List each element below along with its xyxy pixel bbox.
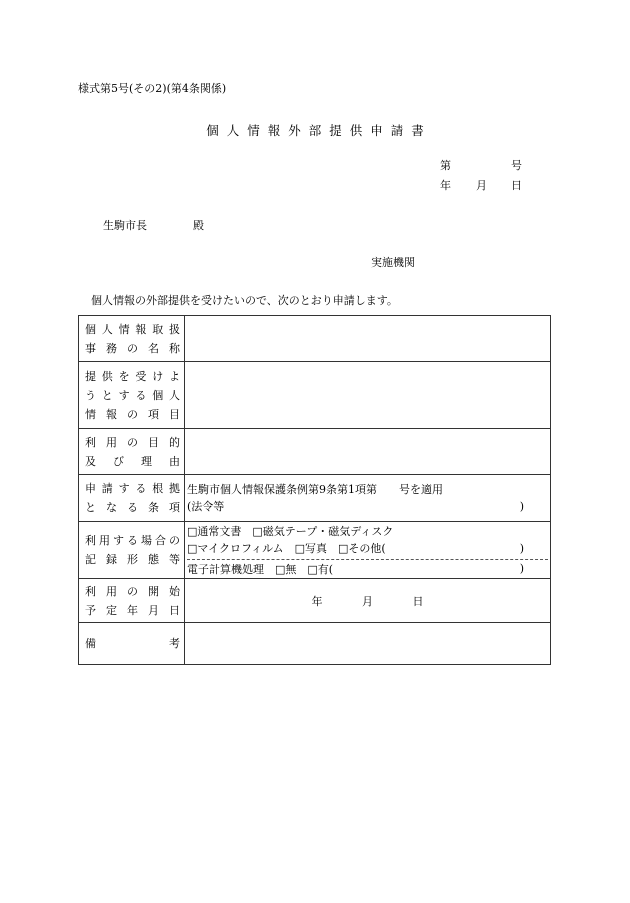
handling-office-field[interactable] <box>185 316 551 362</box>
label-line: 利 用 す る 場 合 の <box>85 534 180 547</box>
purpose-field[interactable] <box>185 429 551 475</box>
table-row <box>79 316 551 362</box>
addressee: 生駒市長 <box>103 219 147 232</box>
row-label-legal-basis <box>79 475 185 522</box>
computer-processing-options[interactable]: 電子計算機処理 □無 □有( <box>187 562 334 576</box>
number-suffix: 号 <box>511 159 522 172</box>
record-format-field[interactable] <box>185 522 551 579</box>
record-format-line-1[interactable]: □通常文書 □磁気テープ・磁気ディスク <box>187 524 394 538</box>
label-line: 利 用 の 開 始 <box>85 584 180 598</box>
number-prefix: 第 <box>440 159 451 172</box>
label-line: と な る 条 項 <box>85 501 180 514</box>
closing-paren: ) <box>519 541 524 555</box>
application-table <box>78 315 551 665</box>
label-line: 及 び 理 由 <box>85 454 180 468</box>
label-char: 備 <box>85 637 96 650</box>
label-line: 提 供 を 受 け よ <box>85 369 180 383</box>
table-row <box>79 623 551 665</box>
legal-basis-line-2 <box>187 498 548 515</box>
table-row <box>79 579 551 623</box>
label-line: 申 請 す る 根 拠 <box>85 482 180 495</box>
computer-processing-line[interactable] <box>187 559 548 578</box>
record-format-options[interactable]: □マイクロフィルム □写真 □その他( <box>187 541 386 555</box>
label-line: 個 人 情 報 取 扱 <box>85 322 180 336</box>
label-line: 予 定 年 月 日 <box>85 603 180 617</box>
remarks-field[interactable] <box>185 623 551 665</box>
date-month: 月 <box>476 179 487 192</box>
document-title: 個人情報外部提供申請書 <box>206 123 432 138</box>
row-label-start-date <box>79 579 185 623</box>
row-label-purpose <box>79 429 185 475</box>
start-date-year: 年 <box>311 594 323 608</box>
honorific: 殿 <box>193 219 204 232</box>
row-label-remarks <box>79 623 185 665</box>
start-date <box>187 593 548 609</box>
label-line: 情 報 の 項 目 <box>85 407 180 421</box>
form-number: 様式第5号(その2)(第4条関係) <box>78 82 227 95</box>
start-date-field[interactable] <box>185 579 551 623</box>
agency-label: 実施機関 <box>371 256 415 269</box>
label-line: 記 録 形 態 等 <box>85 553 180 566</box>
label-line: 事 務 の 名 称 <box>85 341 180 355</box>
row-label-handling-office <box>79 316 185 362</box>
date-day: 日 <box>511 179 522 192</box>
record-format-line-2[interactable] <box>187 540 548 557</box>
row-label-info-items <box>79 362 185 429</box>
table-row <box>79 362 551 429</box>
label-char: 考 <box>169 637 180 650</box>
label-line: う と す る 個 人 <box>85 388 180 402</box>
table-row <box>79 522 551 579</box>
start-date-month: 月 <box>362 594 373 608</box>
table-row <box>79 429 551 475</box>
closing-paren: ) <box>519 561 524 575</box>
closing-paren: ) <box>519 500 524 513</box>
info-items-field[interactable] <box>185 362 551 429</box>
remarks-label <box>85 634 180 653</box>
table-row <box>79 475 551 522</box>
intro-text: 個人情報の外部提供を受けたいので、次のとおり申請します。 <box>91 294 398 307</box>
row-label-record-format <box>79 522 185 579</box>
legal-basis-line-1: 生駒市個人情報保護条例第9条第1項第 号を適用 <box>187 483 443 496</box>
date-year: 年 <box>440 179 451 192</box>
start-date-day: 日 <box>412 594 424 608</box>
label-line: 利 用 の 目 的 <box>85 435 180 449</box>
legal-basis-field[interactable] <box>185 475 551 522</box>
law-label: (法令等 <box>187 500 225 513</box>
